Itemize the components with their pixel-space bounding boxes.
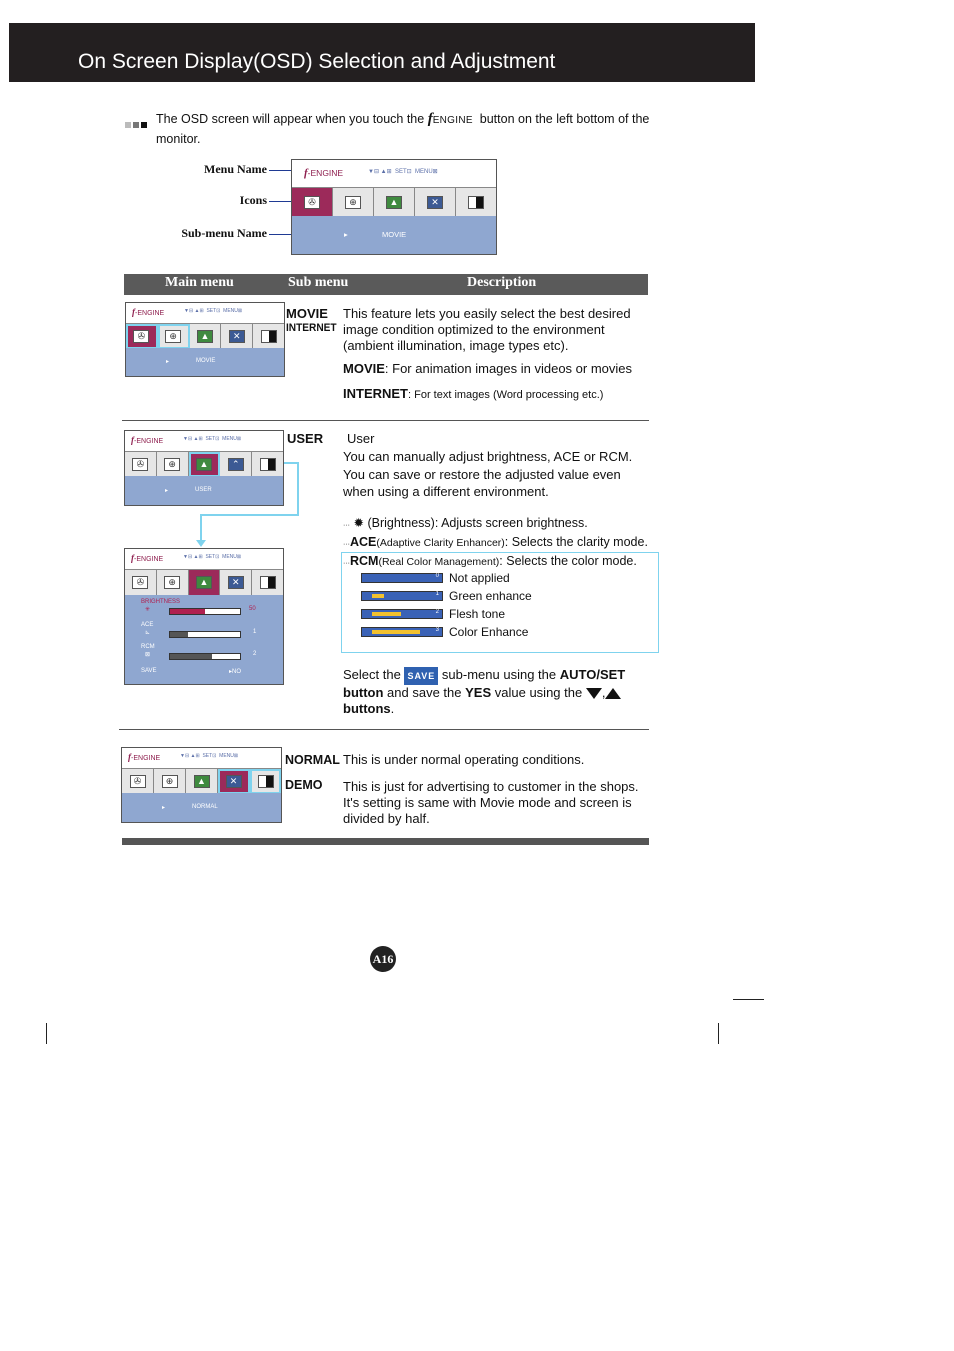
rcm-option-bar bbox=[361, 591, 443, 601]
submenu-arrow-icon: ▸ bbox=[166, 359, 170, 365]
osd-row1 bbox=[125, 302, 285, 377]
osd-row3-bar bbox=[122, 748, 281, 769]
user-mode-icon[interactable]: ▲ bbox=[189, 452, 221, 477]
intro-part-2: button on the left bottom of the monitor. bbox=[156, 112, 650, 146]
row1-description: This feature lets you easily select the best desired image condition optimized to the environment (ambient illumination, image types etc). bbox=[343, 306, 631, 353]
brightness-slider[interactable] bbox=[169, 608, 241, 615]
osd-row3-brand: f-ENGINE bbox=[128, 752, 161, 762]
rcm-option-bar bbox=[361, 573, 443, 583]
rcm-icon: ⊠ bbox=[145, 652, 151, 658]
save-badge: SAVE bbox=[404, 667, 438, 685]
rcm-option-number: 2 bbox=[435, 609, 439, 615]
osd-row2-controls: ▼⊟ ▲⊞ SET⊡ MENU⊠ bbox=[183, 436, 242, 442]
demo-mode-icon[interactable] bbox=[253, 324, 284, 349]
submenu-arrow-icon: ▸ bbox=[162, 805, 166, 811]
row2-rcm-line: ···RCM(Real Color Management): Selects the color mode. bbox=[343, 554, 637, 568]
demo-mode-icon[interactable] bbox=[456, 188, 496, 216]
table-bottom-bar bbox=[122, 838, 649, 845]
osd-row2-adjust bbox=[124, 548, 284, 685]
brightness-icon: ✳ bbox=[145, 607, 151, 613]
engine-logo: f bbox=[427, 111, 433, 127]
col-main-menu: Main menu bbox=[165, 275, 234, 290]
movie-mode-icon[interactable]: ✇ bbox=[126, 324, 158, 349]
row3-normal-desc: This is under normal operating conditions. bbox=[343, 752, 585, 767]
demo-mode-icon[interactable] bbox=[250, 769, 281, 794]
rcm-option-label: Green enhance bbox=[449, 589, 532, 603]
osd-controls: ▼⊟ ▲⊞ SET⊡ MENU⊠ bbox=[368, 169, 438, 175]
intro-text bbox=[156, 110, 656, 149]
osd-row2-brand: f-ENGINE bbox=[131, 435, 164, 445]
brightness-sun-icon: ✹ bbox=[353, 516, 364, 530]
osd-row2-top bbox=[124, 430, 284, 506]
normal-mode-icon[interactable]: ✕ bbox=[221, 324, 253, 349]
leader-line-icons bbox=[269, 201, 291, 202]
submenu-name: MOVIE bbox=[382, 230, 407, 239]
normal-mode-icon[interactable]: ✕ bbox=[218, 769, 250, 794]
osd-row1-bar bbox=[126, 303, 284, 324]
user-mode-icon[interactable]: ▲ bbox=[186, 769, 218, 794]
rcm-label: RCM bbox=[141, 644, 155, 650]
connector-v-right bbox=[297, 462, 299, 515]
movie-mode-icon[interactable]: ✇ bbox=[292, 188, 333, 216]
save-value[interactable]: ▸NO bbox=[229, 669, 242, 675]
submenu-arrow-icon: ▸ bbox=[344, 230, 348, 239]
rcm-slider[interactable] bbox=[169, 653, 241, 660]
col-sub-menu: Sub menu bbox=[288, 275, 349, 290]
ace-slider[interactable] bbox=[169, 631, 241, 638]
row2-brightness-line: ··· ✹ (Brightness): Adjusts screen brightness. bbox=[343, 516, 588, 530]
movie-mode-icon[interactable]: ✇ bbox=[122, 769, 154, 794]
user-mode-icon[interactable]: ▲ bbox=[374, 188, 415, 216]
row1-movie-line: MOVIE: For animation images in videos or movies bbox=[343, 361, 633, 376]
connector-h-top bbox=[284, 462, 298, 464]
osd-row1-brand: f-ENGINE bbox=[132, 307, 165, 317]
col-description: Description bbox=[467, 275, 537, 290]
engine-word: ENGINE bbox=[432, 115, 473, 126]
osd-row2-submenu bbox=[125, 476, 283, 505]
up-arrow-icon bbox=[605, 688, 621, 699]
osd-row3 bbox=[121, 747, 282, 823]
osd-diagram-main bbox=[291, 159, 497, 255]
submenu-name: MOVIE bbox=[196, 358, 216, 364]
rcm-option-label: Not applied bbox=[449, 571, 510, 585]
label-menu-name: Menu Name bbox=[204, 162, 267, 176]
ace-label: ACE bbox=[141, 622, 154, 628]
rcm-value: 2 bbox=[253, 651, 257, 657]
brightness-label: BRIGHTNESS bbox=[141, 599, 181, 605]
rcm-option-label: Flesh tone bbox=[449, 607, 506, 621]
bullet-squares bbox=[125, 116, 149, 134]
rcm-option-bar bbox=[361, 609, 443, 619]
normal-mode-icon[interactable]: ✕ bbox=[415, 188, 456, 216]
internet-mode-icon[interactable]: ⊕ bbox=[333, 188, 374, 216]
osd-row1-controls: ▼⊟ ▲⊞ SET⊡ MENU⊠ bbox=[184, 308, 243, 314]
crop-mark bbox=[718, 1023, 719, 1044]
osd-brand: f-ENGINE bbox=[304, 167, 344, 179]
ace-value: 1 bbox=[253, 629, 257, 635]
connector-h-bottom bbox=[200, 514, 299, 516]
movie-mode-icon[interactable]: ✇ bbox=[125, 570, 157, 595]
brightness-value: 50 bbox=[249, 606, 256, 612]
save-label: SAVE bbox=[141, 668, 157, 674]
user-mode-icon[interactable]: ▲ bbox=[190, 324, 222, 349]
rcm-option-bar bbox=[361, 627, 443, 637]
osd-adjust-brand: f-ENGINE bbox=[131, 553, 164, 563]
demo-mode-icon[interactable] bbox=[252, 452, 283, 477]
sub-demo: DEMO bbox=[285, 778, 323, 792]
osd-row1-submenu bbox=[126, 348, 284, 376]
submenu-arrow-icon: ▸ bbox=[165, 488, 169, 494]
rcm-option-number: 0 bbox=[435, 573, 439, 579]
osd-row2-bar bbox=[125, 431, 283, 452]
row3-demo-desc: This is just for advertising to customer in the shops. It's setting is same with Movie mode and screen is divided by half. bbox=[343, 779, 639, 826]
osd-adjust-controls: ▼⊟ ▲⊞ SET⊡ MENU⊠ bbox=[183, 554, 242, 560]
demo-mode-icon[interactable] bbox=[252, 570, 283, 595]
crop-mark bbox=[46, 1023, 47, 1044]
connector-v-left bbox=[200, 514, 202, 542]
osd-adjust-panel bbox=[125, 595, 283, 684]
osd-row1-icons bbox=[126, 324, 284, 350]
osd-adjust-icons bbox=[125, 570, 283, 596]
rcm-option-number: 1 bbox=[435, 591, 439, 597]
rcm-option-label: Color Enhance bbox=[449, 625, 529, 639]
crop-mark bbox=[733, 999, 764, 1000]
ace-icon: ⊾ bbox=[145, 630, 151, 636]
row1-internet-line: INTERNET: For text images (Word processing etc.) bbox=[343, 386, 604, 401]
internet-mode-icon[interactable]: ⊕ bbox=[158, 324, 190, 349]
normal-mode-icon[interactable]: ✕ bbox=[220, 570, 252, 595]
leader-line-menu bbox=[269, 170, 291, 171]
leader-line-submenu bbox=[269, 234, 291, 235]
osd-menu-bar bbox=[292, 160, 496, 188]
submenu-name: NORMAL bbox=[192, 804, 218, 810]
connector-arrow-icon bbox=[196, 540, 206, 547]
row2-save-instructions: Select the SAVE sub-menu using the AUTO/SET button and save the YES value using the , buttons. bbox=[343, 667, 626, 716]
page-title: On Screen Display(OSD) Selection and Adjustment bbox=[78, 50, 556, 73]
osd-row2-icons bbox=[125, 452, 283, 478]
sub-internet: INTERNET bbox=[286, 322, 337, 334]
sub-movie: MOVIE bbox=[286, 306, 328, 321]
row-divider-1 bbox=[122, 420, 649, 421]
internet-mode-icon[interactable]: ⊕ bbox=[157, 570, 189, 595]
osd-icon-row bbox=[292, 188, 496, 217]
osd-submenu-area bbox=[292, 216, 496, 254]
row2-ace-line: ···ACE(Adaptive Clarity Enhancer): Selects the clarity mode. bbox=[343, 535, 648, 549]
row2-description: You can manually adjust brightness, ACE or RCM. You can save or restore the adjusted value even when using a different environment. bbox=[343, 449, 633, 499]
sub-user: USER bbox=[287, 431, 324, 446]
label-icons: Icons bbox=[239, 193, 267, 207]
row-divider-2 bbox=[119, 729, 649, 730]
user-mode-icon[interactable]: ▲ bbox=[189, 570, 221, 595]
down-arrow-icon bbox=[586, 688, 602, 699]
rcm-option-number: 3 bbox=[435, 627, 439, 633]
page-number: A16 bbox=[370, 946, 396, 972]
osd-row3-submenu bbox=[122, 793, 281, 822]
internet-mode-icon[interactable]: ⊕ bbox=[157, 452, 189, 477]
table-header bbox=[124, 274, 648, 295]
osd-row3-icons bbox=[122, 769, 281, 795]
osd-adjust-bar bbox=[125, 549, 283, 570]
label-sub-menu-name: Sub-menu Name bbox=[181, 226, 267, 240]
normal-mode-icon[interactable]: ⌃ bbox=[220, 452, 252, 477]
internet-mode-icon[interactable]: ⊕ bbox=[154, 769, 186, 794]
osd-row3-controls: ▼⊟ ▲⊞ SET⊡ MENU⊠ bbox=[180, 753, 239, 759]
intro-part-1: The OSD screen will appear when you touch the bbox=[156, 112, 425, 126]
submenu-name: USER bbox=[195, 487, 212, 493]
row2-title: User bbox=[347, 431, 375, 446]
movie-mode-icon[interactable]: ✇ bbox=[125, 452, 157, 477]
sub-normal: NORMAL bbox=[285, 753, 340, 767]
